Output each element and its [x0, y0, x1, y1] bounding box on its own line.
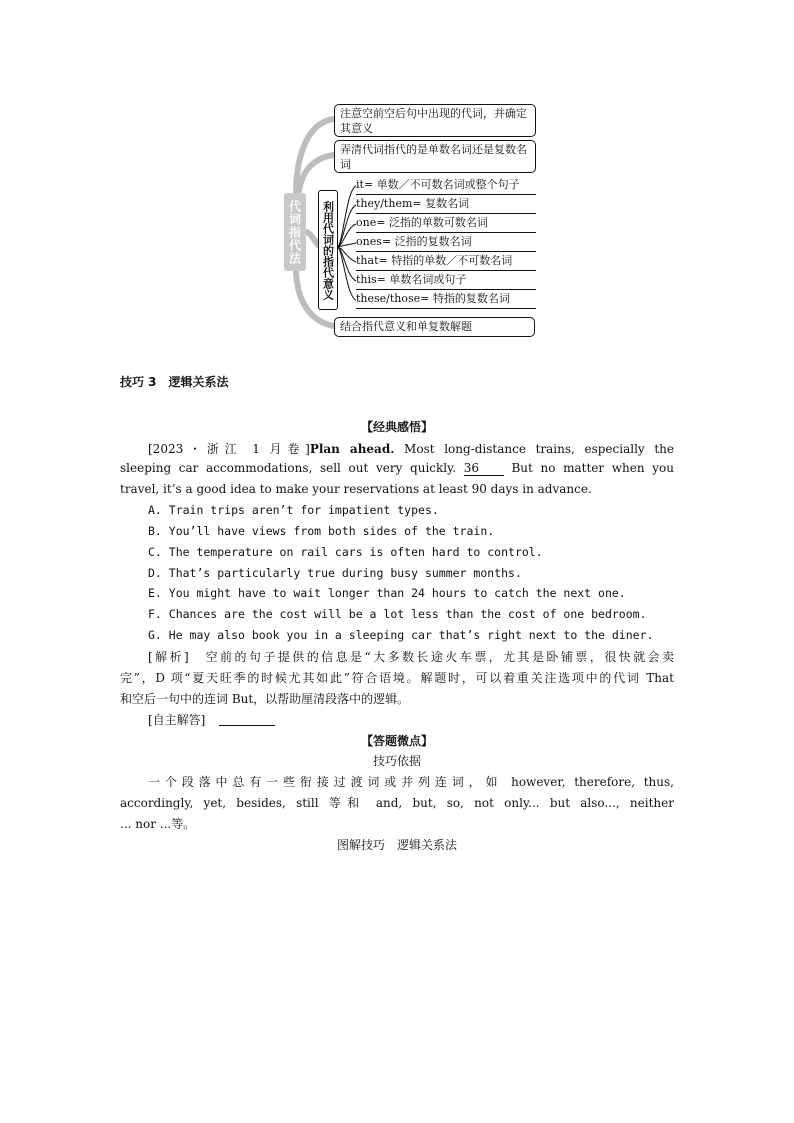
- analysis-line-1: [解析] 空前的句子提供的信息是“大多数长途火车票，尤其是卧铺票，很快就会卖: [148, 650, 674, 664]
- analysis-line-2: 完”，D 项“夏天旺季的时候尤其如此”符合语境。解题时，可以着重关注选项中的代词 That: [120, 671, 674, 685]
- mind-map-box-2: 弄清代词指代的是单数名词还是复数名词: [334, 140, 536, 173]
- mind-map-leaf-one: one= 泛指的单数可数名词: [356, 213, 536, 233]
- tips-line-1: 一个段落中总有一些衔接过渡词或并列连词，如 however, therefore, thus,: [148, 775, 674, 789]
- mind-map-box-3: 结合指代意义和单复数解题: [334, 317, 535, 337]
- answer-blank[interactable]: [219, 713, 275, 726]
- passage-source: [2023・浙江 1 月卷]: [148, 442, 310, 456]
- option-c: C. The temperature on rail cars is often hard to control.: [148, 545, 543, 559]
- mind-map-leaf-this: this= 单数名词或句子: [356, 270, 536, 290]
- option-f: F. Chances are the cost will be a lot less than the cost of one bedroom.: [148, 607, 647, 621]
- mind-map-box-1: 注意空前空后句中出现的代词，并确定其意义: [334, 104, 536, 137]
- option-g: G. He may also book you in a sleeping car that’s right next to the diner.: [148, 628, 654, 642]
- passage-line-1: [148, 440, 674, 457]
- option-e: E. You might have to wait longer than 24 hours to catch the next one.: [148, 586, 626, 600]
- mind-map-leaf-that: that= 特指的单数／不可数名词: [356, 251, 536, 271]
- mind-map-sub-node: 利用代词的指代意义: [318, 190, 338, 310]
- classic-heading: 【经典感悟】: [360, 420, 433, 434]
- section-title: 技巧 3 逻辑关系法: [120, 375, 229, 389]
- tips-heading: 【答题微点】: [360, 734, 433, 748]
- tips-line-3: ... nor ...等。: [120, 817, 196, 831]
- diagram-title: 图解技巧 逻辑关系法: [336, 838, 457, 852]
- blank-36: 36: [464, 461, 504, 476]
- answer-label: [自主解答]: [148, 713, 206, 727]
- mind-map-leaf-these: these/those= 特指的复数名词: [356, 289, 536, 309]
- passage-line-2: [120, 461, 674, 476]
- passage-line-2-post: But no matter when you: [503, 461, 674, 475]
- passage-line-2-pre: sleeping car accommodations, sell out very quickly.: [120, 461, 464, 475]
- mind-map-leaf-it: it= 单数／不可数名词或整个句子: [356, 175, 536, 195]
- answer-row: [148, 711, 275, 728]
- mind-map-leaf-they: they/them= 复数名词: [356, 194, 536, 214]
- passage-line-3: travel, it’s a good idea to make your reservations at least 90 days in advance.: [120, 482, 592, 496]
- analysis-line-3: 和空后一句中的连词 But，以帮助厘清段落中的逻辑。: [120, 692, 410, 706]
- tips-subheading: 技巧依据: [372, 754, 421, 768]
- option-b: B. You’ll have views from both sides of the train.: [148, 524, 495, 538]
- option-d: D. That’s particularly true during busy summer months.: [148, 566, 522, 580]
- tips-line-2: accordingly, yet, besides, still 等和 and, but, so, not only... but also..., neither: [120, 796, 674, 810]
- mind-map-leaf-ones: ones= 泛指的复数名词: [356, 232, 536, 252]
- mind-map-root: 代词指代法: [284, 193, 306, 271]
- passage-line-1-text: Most long-distance trains, especially the: [394, 442, 674, 456]
- option-a: A. Train trips aren’t for impatient types.: [148, 503, 439, 517]
- mind-map: [0, 0, 794, 345]
- passage-title: Plan ahead.: [309, 442, 395, 456]
